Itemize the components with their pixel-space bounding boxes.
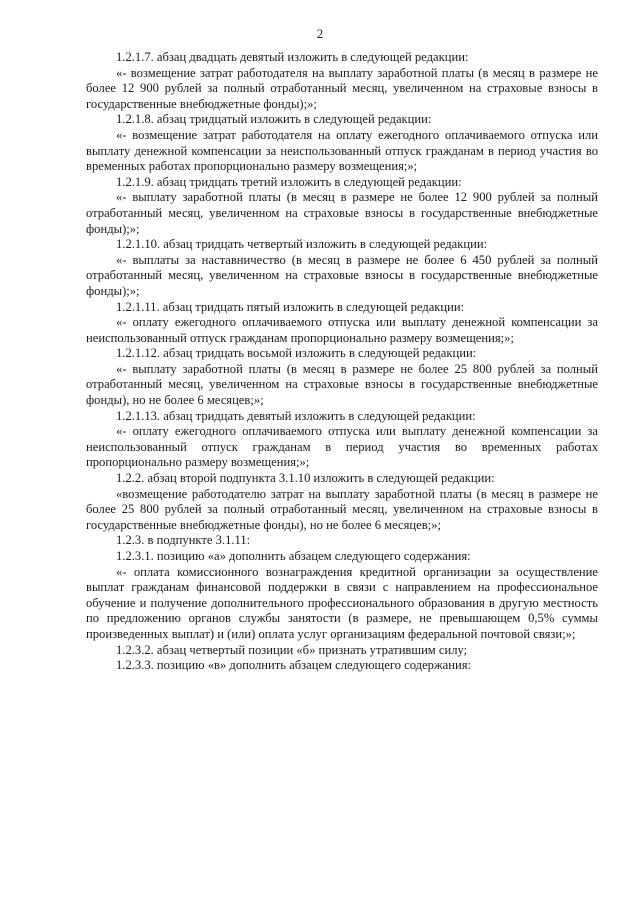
- paragraph: 1.2.1.13. абзац тридцать девятый изложить в следующей редакции:: [116, 408, 476, 423]
- paragraph: 1.2.1.7. абзац двадцать девятый изложить в следующей редакции:: [116, 50, 469, 64]
- paragraph: 1.2.1.9. абзац тридцать третий изложить в следующей редакции:: [116, 174, 462, 189]
- paragraph: 1.2.3.1. позицию «а» дополнить абзацем следующего содержания:: [116, 549, 471, 563]
- paragraph: «- выплату заработной платы (в месяц в размере не более 25 800 рублей за полный отработанный месяц, увеличенном на страховые взносы в государственные внебюджетные фонды), но не более 6 месяцев;»;: [86, 361, 598, 408]
- paragraph: «- оплату ежегодного оплачиваемого отпуска или выплату денежной компенсации за неиспользованный отпуск гражданам пропорционально размеру возмещения;»;: [86, 315, 598, 345]
- paragraph: 1.2.2. абзац второй подпункта 3.1.10 изложить в следующей редакции:: [116, 471, 495, 486]
- paragraph: 1.2.1.8. абзац тридцатый изложить в следующей редакции:: [116, 112, 432, 127]
- paragraph: «- выплаты за наставничество (в месяц в размере не более 6 450 рублей за полный отработанный месяц, увеличенном на страховые взносы в государственные внебюджетные фонды);»;: [86, 252, 598, 298]
- paragraph: 1.2.3.2. абзац четвертый позиции «б» признать утратившим силу;: [116, 642, 468, 657]
- paragraph: 1.2.1.10. абзац тридцать четвертый изложить в следующей редакции:: [116, 237, 488, 252]
- paragraph: 1.2.3. в подпункте 3.1.11:: [116, 533, 251, 548]
- paragraph: «- возмещение затрат работодателя на выплату заработной платы (в месяц в размере не более 12 900 рублей за полный отработанный месяц, увеличенном на страховые взносы в государственные внебюджетные фонды);»;: [86, 65, 598, 111]
- paragraph: 1.2.1.11. абзац тридцать пятый изложить в следующей редакции:: [116, 299, 465, 314]
- paragraph: 1.2.1.12. абзац тридцать восьмой изложить в следующей редакции:: [116, 346, 477, 361]
- paragraph: «возмещение работодателю затрат на выплату заработной платы (в месяц в размере не более 25 800 рублей за полный отработанный месяц, увеличенном на страховые взносы в государственные внебюджетные фонды), но не более 6 месяцев;»;: [86, 486, 598, 532]
- document-body: [86, 50, 598, 674]
- paragraph: «- возмещение затрат работодателя на оплату ежегодного оплачиваемого отпуска или выплату денежной компенсации за неиспользованный отпуск гражданам в период участия во временных работах пропорционально размеру возмещения;»;: [86, 127, 598, 174]
- paragraph: «- выплату заработной платы (в месяц в размере не более 12 900 рублей за полный отработанный месяц, увеличенном на страховые взносы в государственные внебюджетные фонды);»;: [86, 190, 598, 236]
- paragraph: 1.2.3.3. позицию «в» дополнить абзацем следующего содержания:: [116, 658, 472, 673]
- page-number: 2: [316, 26, 324, 41]
- paragraph: «- оплата комиссионного вознаграждения кредитной организации за осуществление выплат гражданам финансовой поддержки в связи с направлением на профессиональное обучение и получение дополнительного профессионального образования в другую местность по предложению органов службы занятости (в размере, не превышающем 0,5% суммы произведенных выплат) и (или) оплата услуг организациям федеральной почтовой связи;»;: [86, 564, 598, 641]
- paragraph: «- оплату ежегодного оплачиваемого отпуска или выплату денежной компенсации за неиспользованный отпуск гражданам в период участия во временных работах пропорционально размеру возмещения;»;: [86, 424, 598, 470]
